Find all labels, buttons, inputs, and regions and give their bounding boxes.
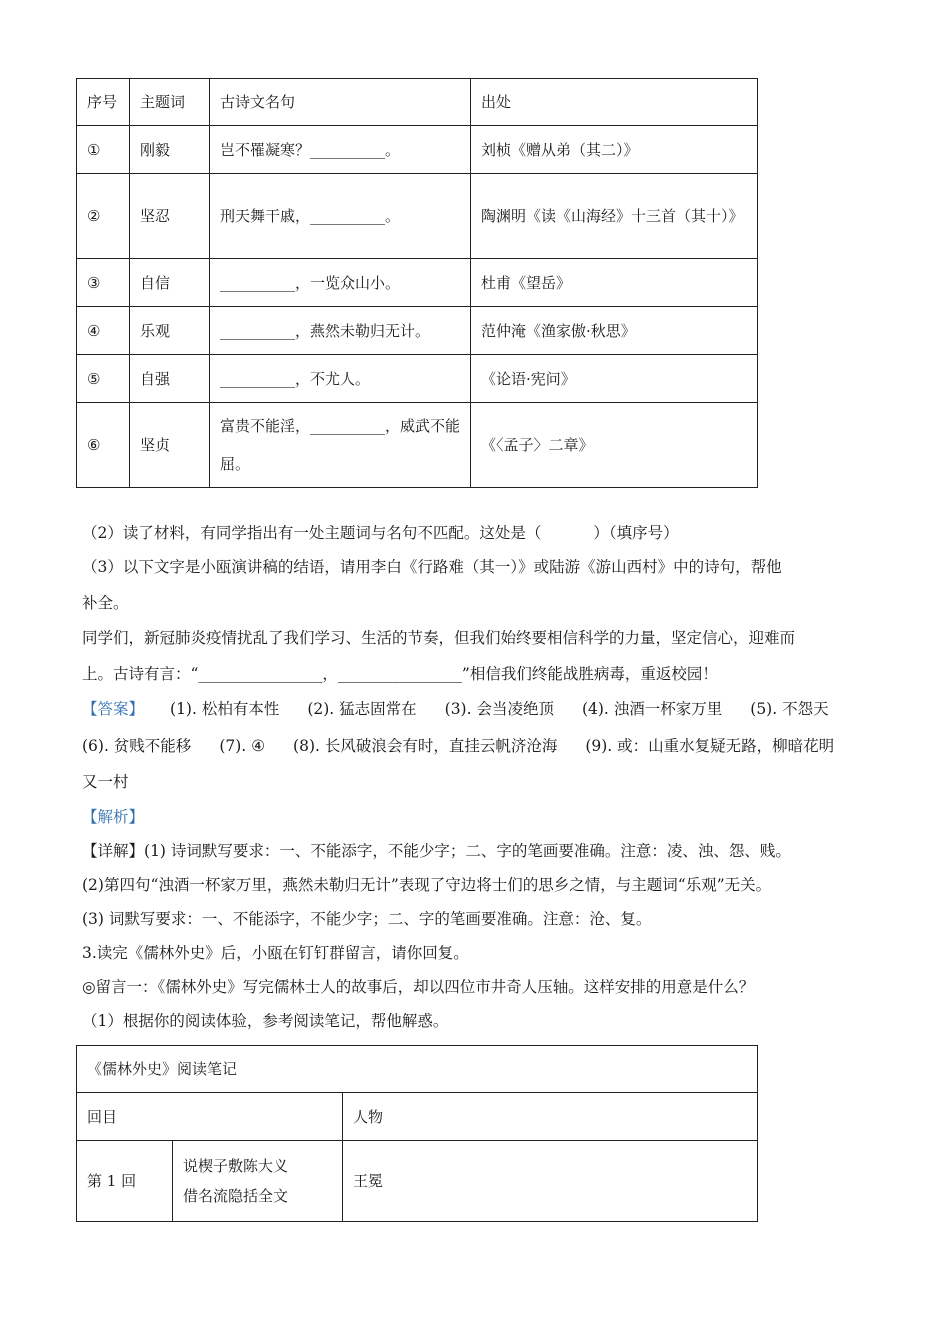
header-person: 人物 bbox=[343, 1093, 758, 1141]
row-verse: __________，不尤人。 bbox=[210, 355, 471, 403]
row-source: 陶渊明《读《山海经》十三首（其十）》 bbox=[471, 174, 758, 259]
table-row bbox=[77, 403, 758, 488]
question-3-line2: 补全。 bbox=[82, 594, 129, 612]
row-source: 刘桢《赠从弟（其二）》 bbox=[471, 126, 758, 174]
person-name: 王冕 bbox=[343, 1141, 758, 1222]
row-theme: 乐观 bbox=[130, 307, 210, 355]
row-verse: 刑天舞干戚，__________。 bbox=[210, 174, 471, 259]
header-theme: 主题词 bbox=[130, 79, 210, 126]
answer-item: (9). 或：山重水复疑无路，柳暗花明 bbox=[585, 737, 835, 755]
answer-item: (7). ④ bbox=[219, 737, 266, 755]
table-row bbox=[77, 174, 758, 259]
answer-item: (1). 松柏有本性 bbox=[170, 700, 280, 718]
row-no: ⑥ bbox=[77, 403, 130, 488]
row-verse: __________，燕然未勒归无计。 bbox=[210, 307, 471, 355]
table-row bbox=[77, 259, 758, 307]
question-2-text: （2）读了材料，有同学指出有一处主题词与名句不匹配。这处是（ bbox=[82, 524, 542, 542]
question-3-title: 3.读完《儒林外史》后，小瓯在钉钉群留言，请你回复。 bbox=[82, 944, 469, 962]
question-2-suffix: ）（填序号） bbox=[593, 524, 679, 542]
message-one: ◎留言一：《儒林外史》写完儒林士人的故事后，却以四位市井奇人压轴。这样安排的用意是什么？ bbox=[82, 978, 755, 996]
answer-item: (6). 贫贱不能移 bbox=[82, 737, 192, 755]
answer-line2 bbox=[82, 735, 872, 757]
row-theme: 坚忍 bbox=[130, 174, 210, 259]
row-source: 《〈孟子〉二章》 bbox=[471, 403, 758, 488]
detail-label: 【详解】 bbox=[82, 842, 145, 860]
answer-line1 bbox=[82, 698, 872, 720]
question-3-line4: 上。古诗有言：“________________，________________”相信我们终能战胜病毒，重返校园！ bbox=[82, 665, 718, 683]
table-row bbox=[77, 1141, 758, 1222]
analysis-line2: (2)第四句“浊酒一杯家万里，燕然未勒归无计”表现了守边将士们的思乡之情，与主题词“乐观”无关。 bbox=[82, 876, 772, 894]
header-source: 出处 bbox=[471, 79, 758, 126]
row-verse: 岂不罹凝寒？__________。 bbox=[210, 126, 471, 174]
row-theme: 自信 bbox=[130, 259, 210, 307]
notes-header-row bbox=[77, 1093, 758, 1141]
row-source: 杜甫《望岳》 bbox=[471, 259, 758, 307]
row-no: ③ bbox=[77, 259, 130, 307]
row-no: ① bbox=[77, 126, 130, 174]
sub-question: （1）根据你的阅读体验，参考阅读笔记，帮他解惑。 bbox=[82, 1012, 449, 1030]
row-theme: 自强 bbox=[130, 355, 210, 403]
answer-item: (8). 长风破浪会有时，直挂云帆济沧海 bbox=[293, 737, 558, 755]
row-source: 《论语·宪问》 bbox=[471, 355, 758, 403]
row-no: ② bbox=[77, 174, 130, 259]
analysis-line1 bbox=[82, 840, 872, 862]
row-theme: 坚贞 bbox=[130, 403, 210, 488]
answer-item: (2). 猛志固常在 bbox=[307, 700, 417, 718]
question-3-line3: 同学们，新冠肺炎疫情扰乱了我们学习、生活的节奏，但我们始终要相信科学的力量，坚定信心，迎难而 bbox=[82, 629, 796, 647]
analysis-label: 【解析】 bbox=[82, 808, 145, 826]
row-theme: 刚毅 bbox=[130, 126, 210, 174]
table-row bbox=[77, 126, 758, 174]
answer-label: 【答案】 bbox=[82, 700, 145, 718]
answer-item: (5). 不怨天 bbox=[750, 700, 829, 718]
row-no: ⑤ bbox=[77, 355, 130, 403]
answer-item: (4). 浊酒一杯家万里 bbox=[581, 700, 723, 718]
question-2 bbox=[82, 522, 872, 544]
table-row bbox=[77, 355, 758, 403]
notes-title: 《儒林外史》阅读笔记 bbox=[77, 1046, 758, 1093]
analysis-line3: (3) 词默写要求：一、不能添字，不能少字；二、字的笔画要准确。注意：沧、复。 bbox=[82, 910, 652, 928]
chapter-title-line: 说楔子敷陈大义 bbox=[183, 1157, 289, 1175]
answer-line3: 又一村 bbox=[82, 773, 129, 791]
table-row bbox=[77, 307, 758, 355]
notes-title-row bbox=[77, 1046, 758, 1093]
question-3-line1: （3）以下文字是小瓯演讲稿的结语，请用李白《行路难（其一）》或陆游《游山西村》中的诗句，帮他 bbox=[82, 558, 782, 576]
reading-notes-table bbox=[76, 1045, 758, 1222]
chapter-title bbox=[173, 1141, 343, 1222]
analysis-text: (1) 诗词默写要求：一、不能添字，不能少字；二、字的笔画要准确。注意：凌、浊、怨、贱。 bbox=[144, 842, 791, 860]
header-no: 序号 bbox=[77, 79, 130, 126]
row-verse: 富贵不能淫，__________，威武不能屈。 bbox=[210, 403, 471, 488]
answer-item: (3). 会当凌绝顶 bbox=[444, 700, 554, 718]
row-verse: __________，一览众山小。 bbox=[210, 259, 471, 307]
row-source: 范仲淹《渔家傲·秋思》 bbox=[471, 307, 758, 355]
header-verse: 古诗文名句 bbox=[210, 79, 471, 126]
poem-table bbox=[76, 78, 758, 488]
header-chapter: 回目 bbox=[77, 1093, 343, 1141]
table-header-row bbox=[77, 79, 758, 126]
row-no: ④ bbox=[77, 307, 130, 355]
chapter-title-line: 借名流隐括全文 bbox=[183, 1187, 289, 1205]
chapter-number: 第 1 回 bbox=[77, 1141, 173, 1222]
